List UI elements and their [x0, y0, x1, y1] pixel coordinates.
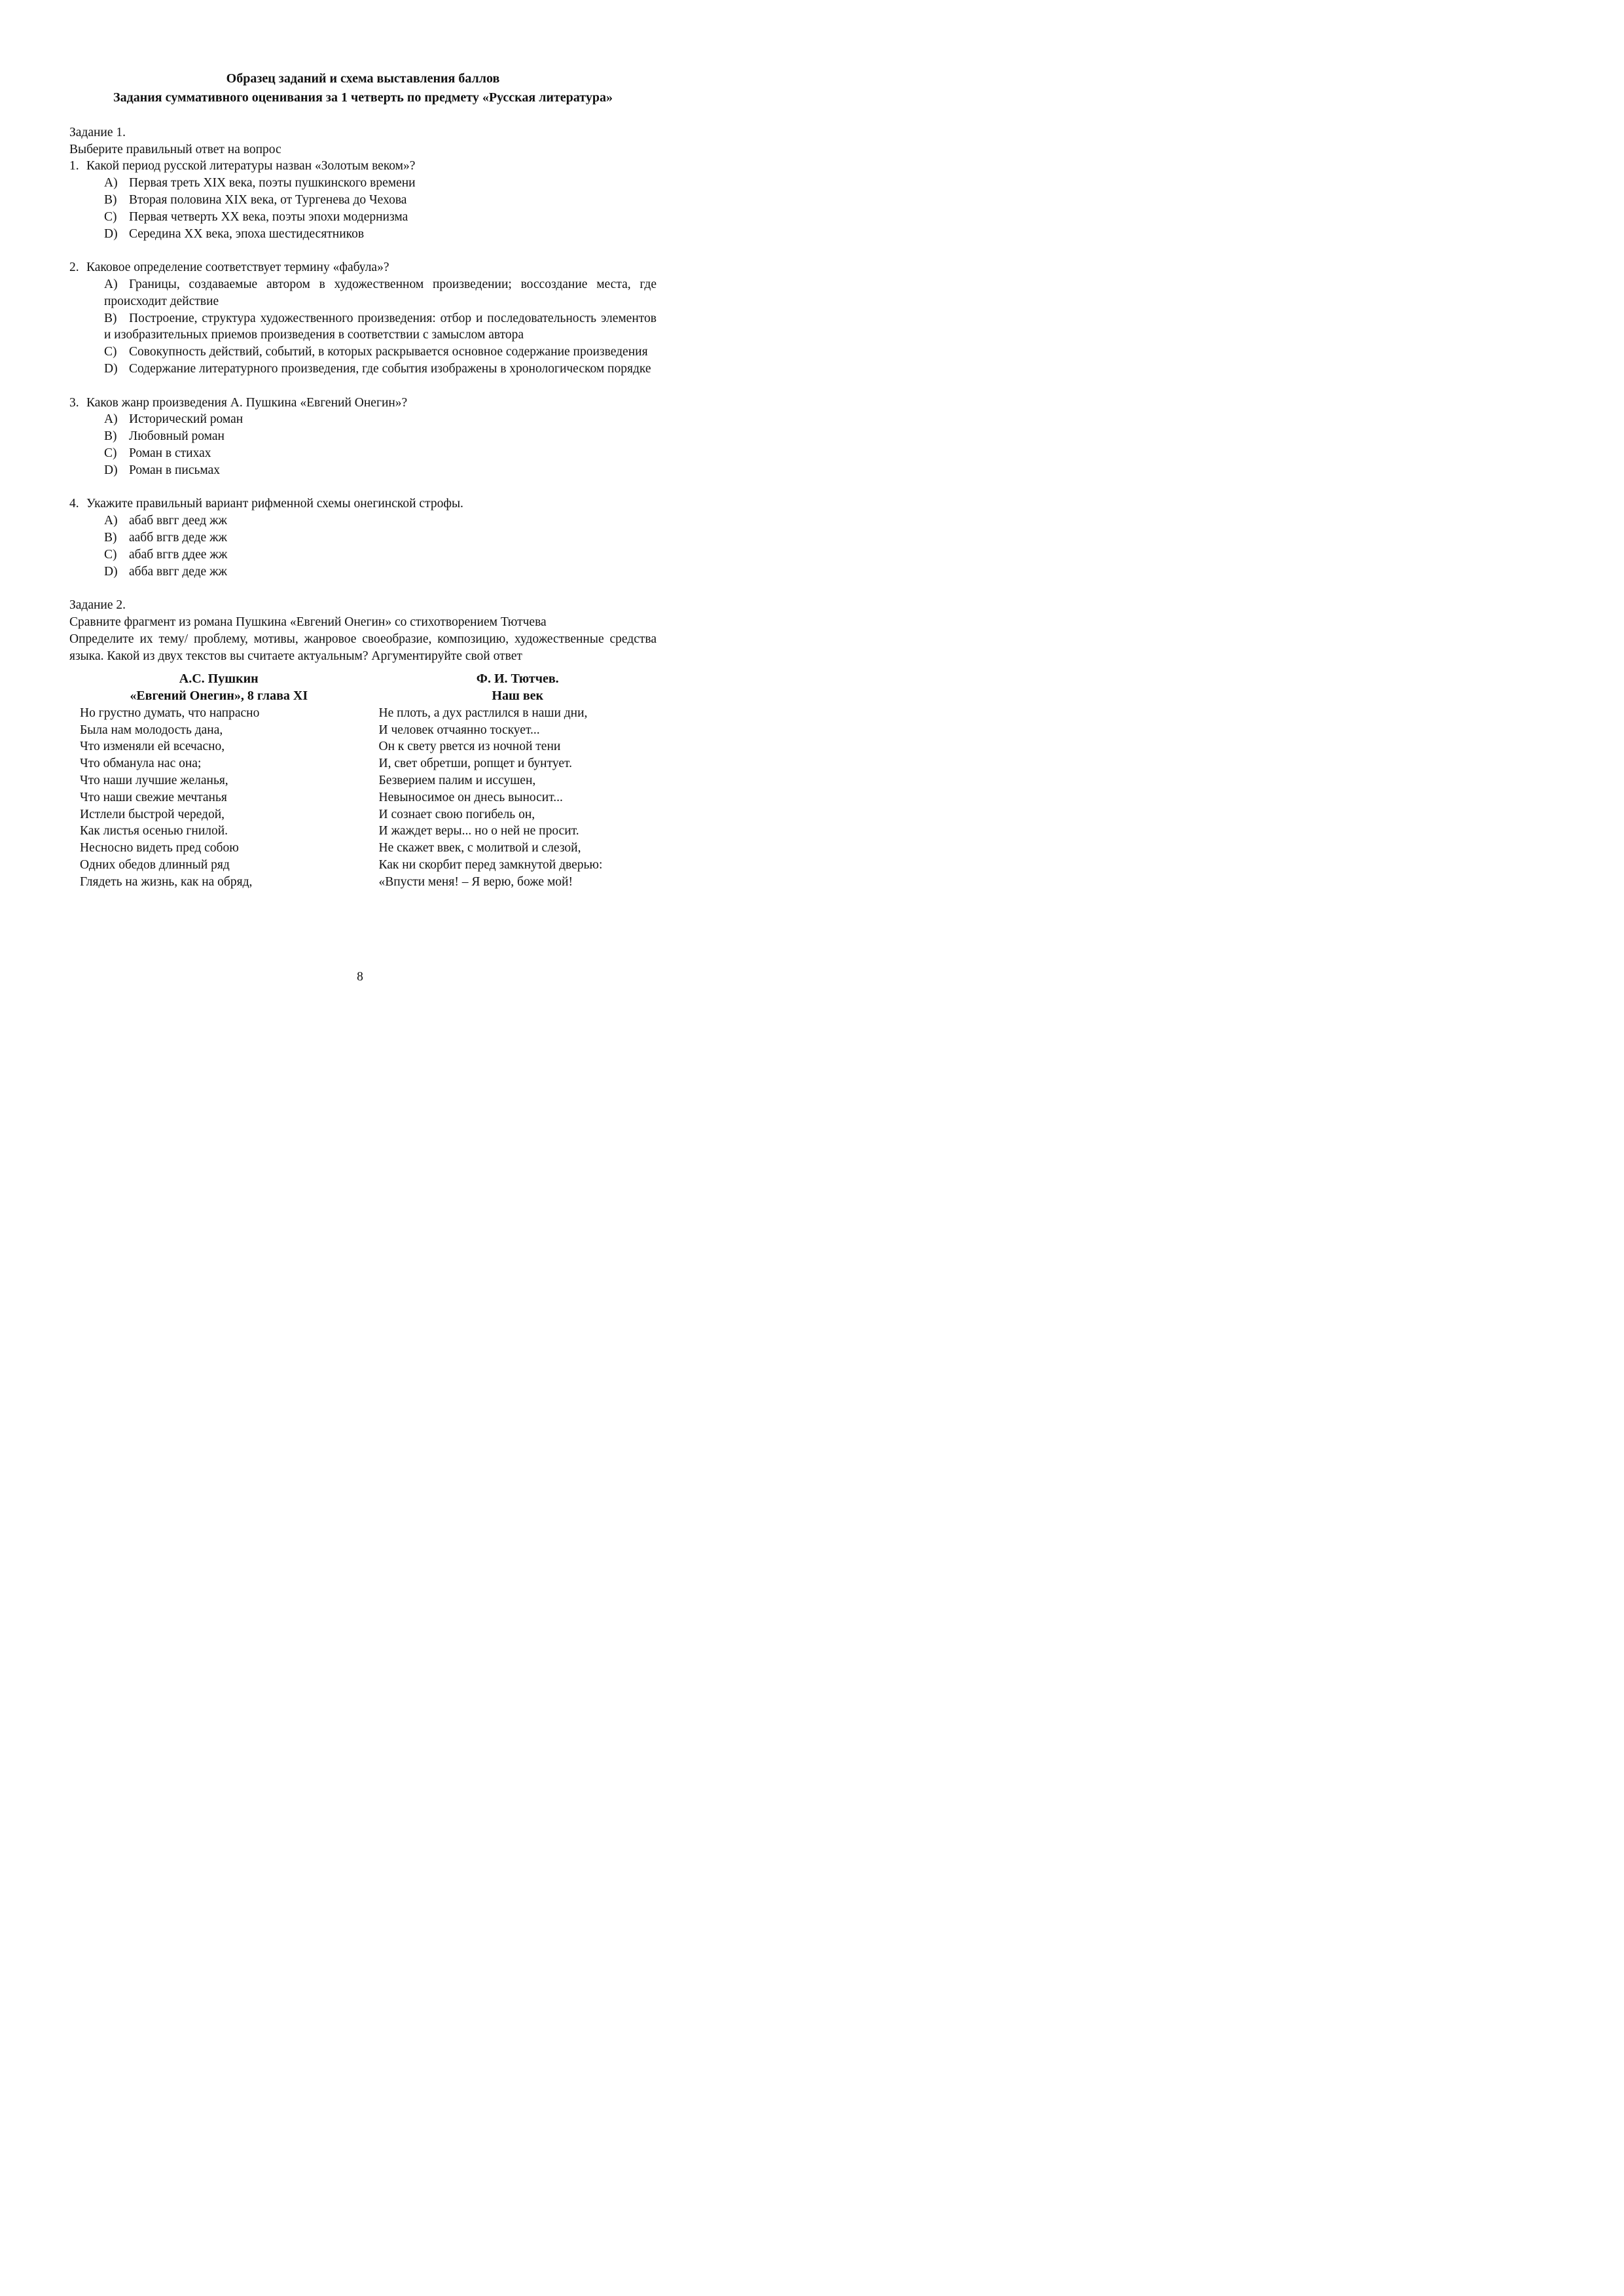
poem-line: Но грустно думать, что напрасно	[80, 706, 260, 720]
option-text: Совокупность действий, событий, в которых раскрывается основное содержание произведения	[129, 345, 648, 359]
task2-instruction: Определите их тему/ проблему, мотивы, жанровое своеобразие, композицию, художественные средства языка. Какой из двух текстов вы считаете актуальным? Аргументируйте свой ответ	[69, 632, 657, 663]
option-letter: A)	[104, 412, 118, 427]
answer-option	[104, 361, 657, 378]
answer-option	[104, 445, 657, 462]
option-text: абба ввгг деде жж	[129, 564, 228, 579]
document-title: Образец заданий и схема выставления баллов	[226, 71, 500, 86]
question-number: 4.	[69, 497, 79, 511]
poem-line: И человек отчаянно тоскует...	[378, 723, 540, 737]
question-block	[69, 395, 657, 496]
option-text: аабб вггв деде жж	[129, 530, 228, 545]
option-text: Роман в письмах	[129, 463, 221, 477]
spacer	[69, 378, 657, 395]
poem-author: А.С. Пушкин	[179, 672, 259, 687]
answer-option	[104, 226, 657, 243]
answer-option	[104, 310, 657, 344]
poem-line: Что обманула нас она;	[80, 757, 202, 771]
option-text: Середина XX века, эпоха шестидесятников	[129, 226, 365, 241]
answer-options	[104, 175, 657, 242]
answer-option	[104, 462, 657, 479]
poem-line: Истлели быстрой чередой,	[80, 807, 225, 821]
answer-option	[104, 276, 657, 310]
poem-tyutchev	[358, 671, 657, 890]
option-letter: B)	[104, 311, 117, 325]
poem-line: Глядеть на жизнь, как на обряд,	[80, 874, 253, 889]
option-letter: D)	[104, 463, 118, 477]
poem-line: Безверием палим и иссушен,	[378, 774, 536, 788]
poem-line: Как ни скорбит перед замкнутой дверью:	[378, 858, 603, 872]
question-number: 3.	[69, 395, 79, 410]
spacer	[69, 242, 657, 259]
spacer	[69, 479, 657, 496]
option-letter: D)	[104, 564, 118, 579]
question-list	[69, 158, 657, 597]
poem-line: Как листья осенью гнилой.	[80, 824, 228, 838]
question-number: 2.	[69, 260, 79, 275]
question-text	[69, 395, 657, 412]
answer-option	[104, 209, 657, 226]
option-text: Исторический роман	[129, 412, 244, 427]
answer-option	[104, 175, 657, 192]
poem-line: Он к свету рвется из ночной тени	[378, 740, 561, 754]
poem-line: И сознает свою погибель он,	[378, 807, 535, 821]
poem-lines	[379, 705, 657, 891]
option-text: Первая четверть XX века, поэты эпохи модернизма	[129, 209, 408, 224]
document-page	[69, 69, 657, 891]
option-text: Содержание литературного произведения, где события изображены в хронологическом порядке	[129, 361, 651, 376]
question-label: Каковое определение соответствует термину «фабула»?	[86, 260, 389, 275]
poem-line: Одних обедов длинный ряд	[80, 858, 230, 872]
question-block	[69, 495, 657, 597]
answer-options	[104, 276, 657, 378]
spacer	[69, 107, 657, 124]
option-text: Вторая половина XIX века, от Тургенева до Чехова	[129, 192, 407, 207]
answer-option	[104, 512, 657, 529]
question-text	[69, 158, 657, 175]
question-label: Каков жанр произведения А. Пушкина «Евгений Онегин»?	[86, 395, 408, 410]
answer-options	[104, 512, 657, 580]
poem-line: И жаждет веры... но о ней не просит.	[378, 824, 579, 838]
answer-option	[104, 428, 657, 445]
option-text: Первая треть XIX века, поэты пушкинского времени	[129, 176, 416, 190]
poem-line: Не плоть, а дух растлился в наши дни,	[378, 706, 588, 720]
poem-line: Что наши свежие мечтанья	[80, 790, 227, 804]
option-letter: D)	[104, 361, 118, 376]
option-letter: C)	[104, 547, 117, 562]
answer-option	[104, 564, 657, 581]
task1-label: Задание 1.	[69, 125, 126, 139]
poem-lines	[80, 705, 358, 891]
answer-option	[104, 192, 657, 209]
task1-instruction: Выберите правильный ответ на вопрос	[69, 142, 281, 156]
option-letter: D)	[104, 226, 118, 241]
option-text: абаб вггв ддее жж	[129, 547, 228, 562]
poem-author: Ф. И. Тютчев.	[476, 672, 559, 687]
task2-intro: Сравните фрагмент из романа Пушкина «Евгений Онегин» со стихотворением Тютчева	[69, 615, 547, 629]
poem-line: Не скажет ввек, с молитвой и слезой,	[378, 841, 581, 855]
spacer	[69, 580, 657, 597]
option-letter: C)	[104, 209, 117, 224]
option-text: Границы, создаваемые автором в художественном произведении; воссоздание места, где происходит действие	[104, 277, 657, 308]
poem-line: Что наши лучшие желанья,	[80, 774, 228, 788]
poem-line: Была нам молодость дана,	[80, 723, 223, 737]
poem-line: Несносно видеть пред собою	[80, 841, 239, 855]
poem-line: Что изменяли ей всечасно,	[80, 740, 225, 754]
answer-option	[104, 411, 657, 428]
task2-label: Задание 2.	[69, 598, 126, 613]
poem-title: «Евгений Онегин», 8 глава XI	[130, 689, 308, 704]
question-label: Укажите правильный вариант рифменной схемы онегинской строфы.	[86, 497, 463, 511]
question-number: 1.	[69, 159, 79, 173]
poem-line: И, свет обретши, ропщет и бунтует.	[378, 757, 572, 771]
answer-option	[104, 529, 657, 547]
question-text	[69, 495, 657, 512]
poem-line: «Впусти меня! – Я верю, боже мой!	[378, 874, 573, 889]
question-label: Какой период русской литературы назван «Золотым веком»?	[86, 159, 416, 173]
question-text	[69, 259, 657, 276]
document-subtitle: Задания суммативного оценивания за 1 четверть по предмету «Русская литература»	[113, 90, 613, 105]
question-block	[69, 259, 657, 394]
option-letter: A)	[104, 514, 118, 528]
option-letter: C)	[104, 446, 117, 460]
option-text: Построение, структура художественного произведения: отбор и последовательность элементов и изобразительных приемов произведения в соответствии с замыслом автора	[104, 311, 657, 342]
poems-section	[69, 671, 657, 890]
option-text: Любовный роман	[129, 429, 225, 444]
option-text: Роман в стихах	[129, 446, 211, 460]
answer-options	[104, 411, 657, 478]
answer-option	[104, 547, 657, 564]
option-letter: B)	[104, 530, 117, 545]
page-number: 8	[357, 970, 363, 984]
poem-title: Наш век	[492, 689, 544, 704]
option-letter: B)	[104, 192, 117, 207]
option-letter: A)	[104, 176, 118, 190]
option-letter: A)	[104, 277, 118, 291]
option-letter: B)	[104, 429, 117, 444]
option-text: абаб ввгг деед жж	[129, 514, 228, 528]
poem-line: Невыносимое он днесь выносит...	[378, 790, 563, 804]
option-letter: C)	[104, 345, 117, 359]
poem-pushkin	[69, 671, 358, 890]
answer-option	[104, 344, 657, 361]
question-block	[69, 158, 657, 259]
